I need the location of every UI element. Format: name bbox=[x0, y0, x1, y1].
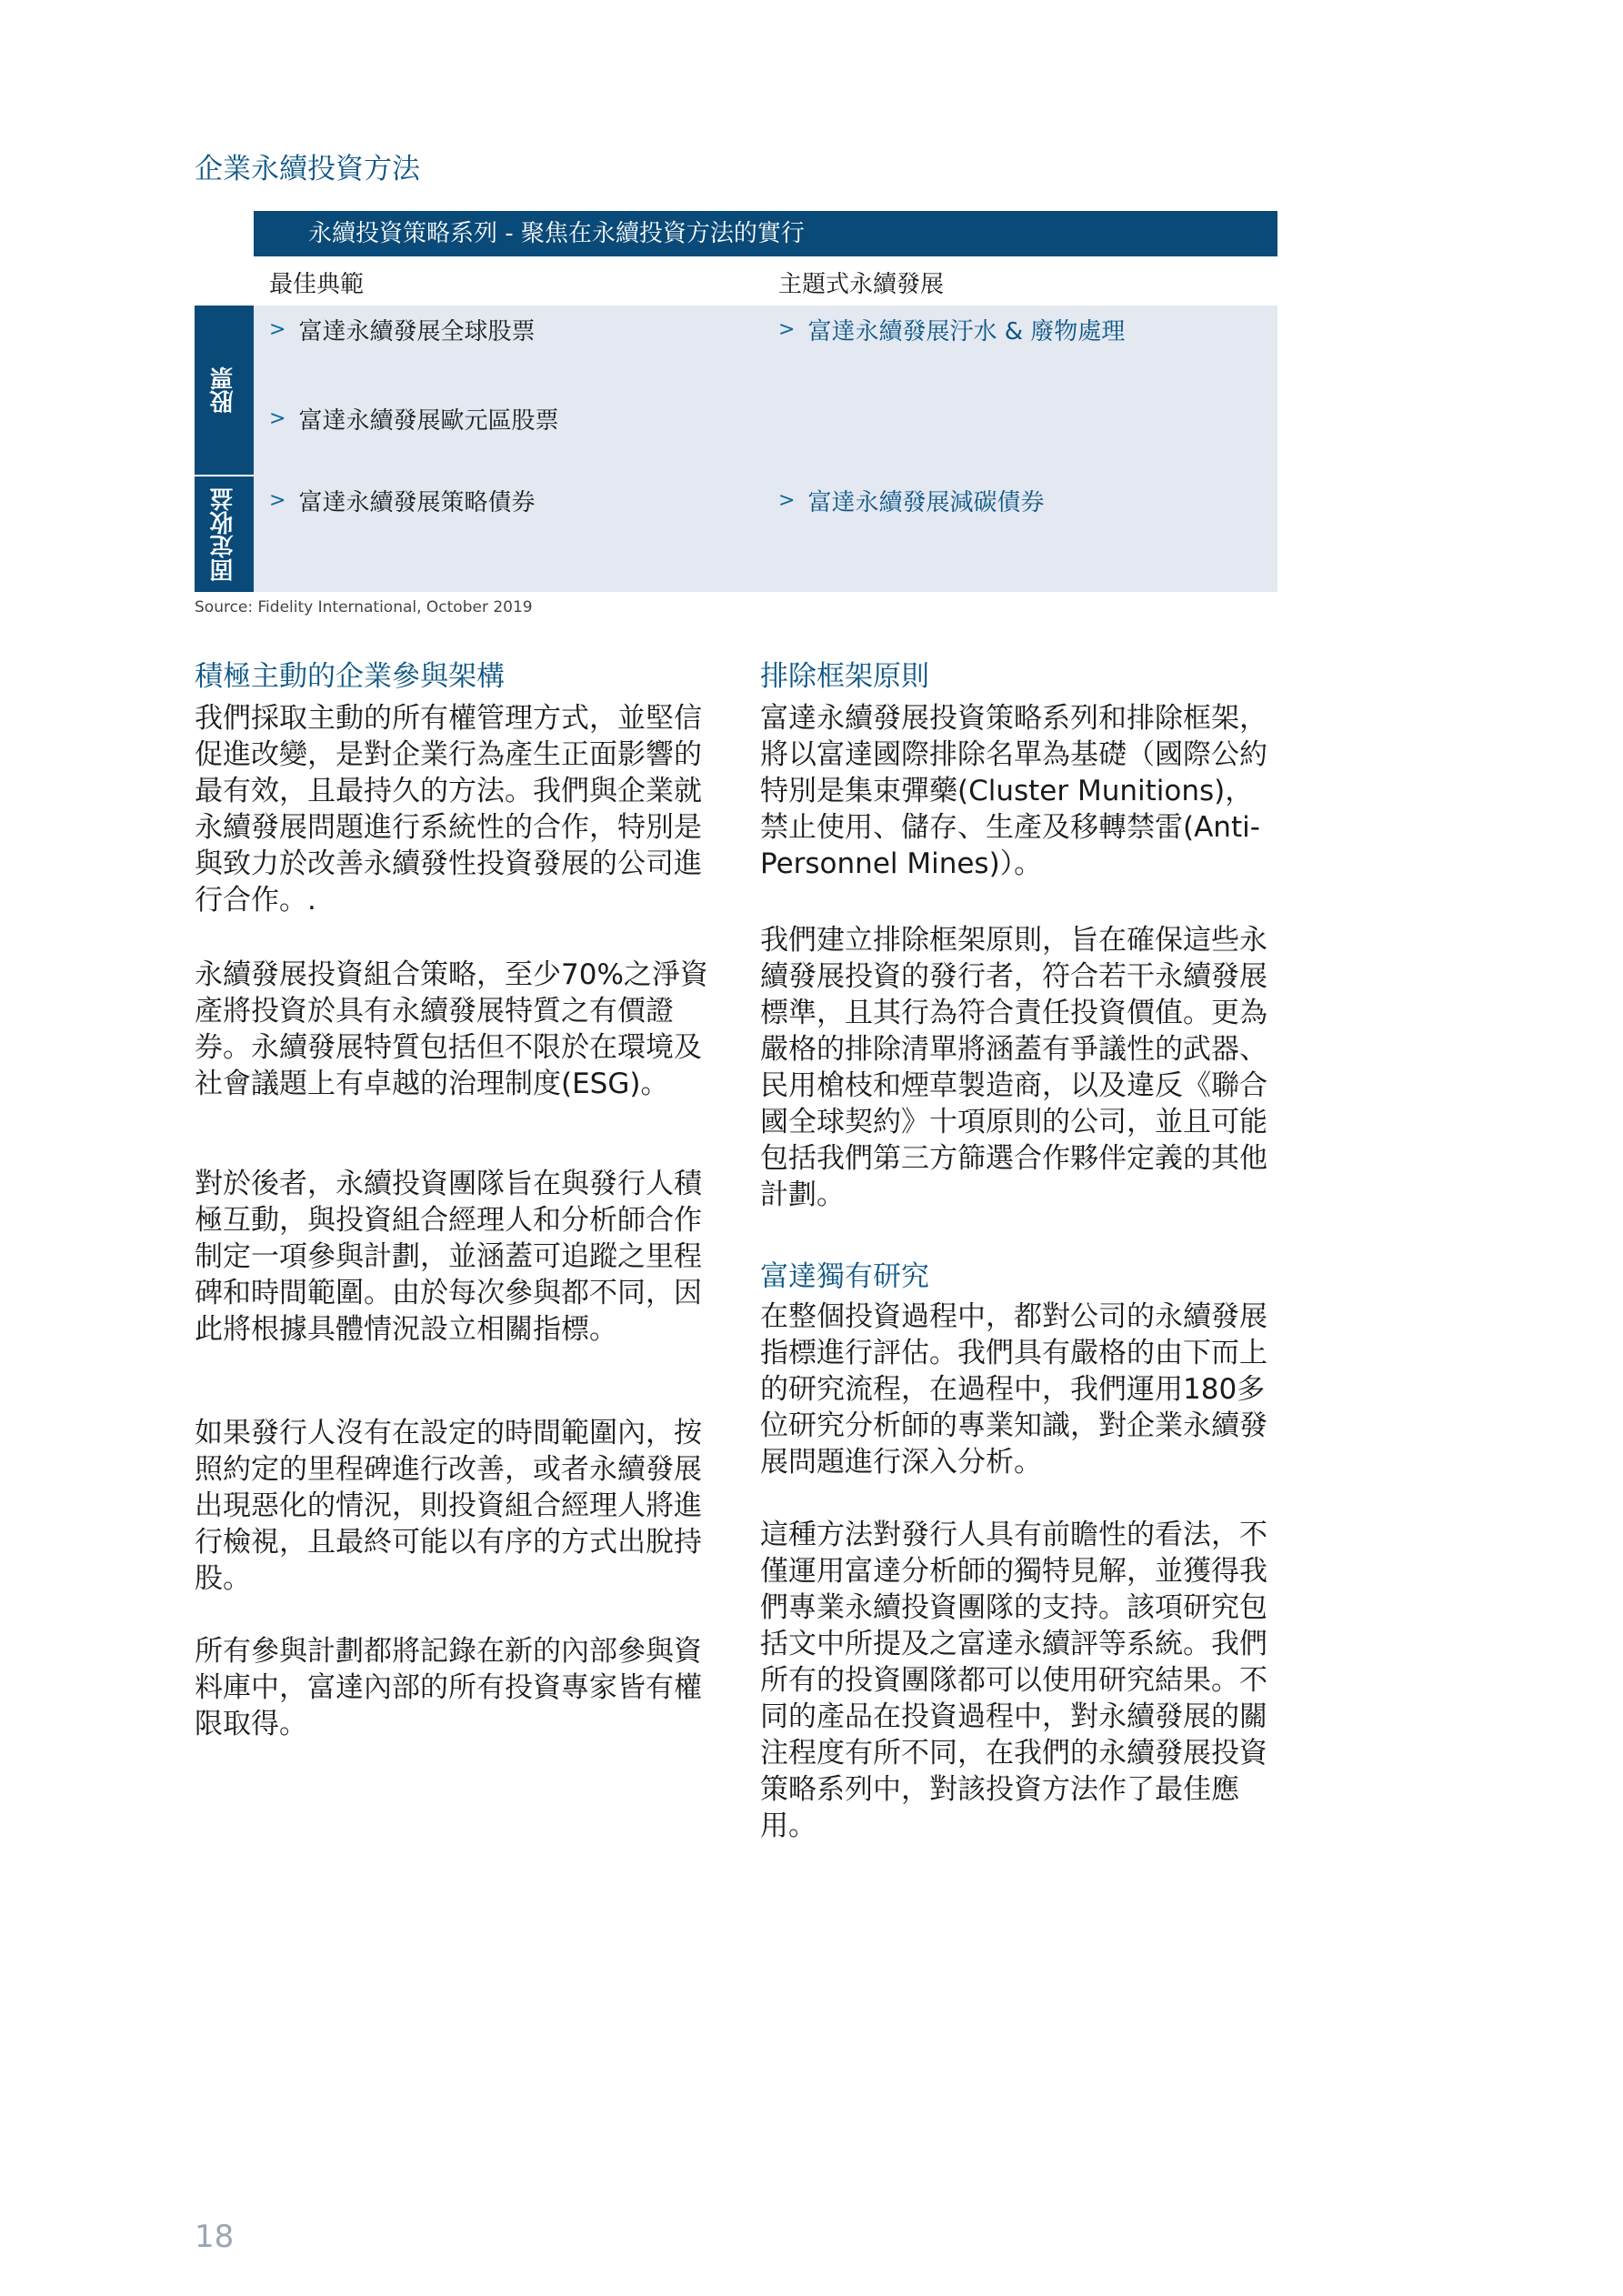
right-paragraph-4: 這種方法對發行人具有前瞻性的看法，不僅運用富達分析師的獨特見解，並獲得我們專業永續投資團隊的支持。該項研究包括文中所提及之富達永續評等系統。我們所有的投資團隊都可以使用研究結果。不同的產品在投資過程中，對永續發展的關注程度有所不同，在我們的永續發展投資策略系列中，對該投資方法作了最佳應用。 bbox=[760, 1519, 1267, 1842]
chevron-right-icon: > bbox=[778, 317, 796, 341]
fund-eq-best-2[interactable] bbox=[269, 400, 558, 436]
fund-name: 富達永續發展減碳債券 bbox=[807, 488, 1045, 516]
column-header-thematic: 主題式永續發展 bbox=[778, 271, 945, 298]
fund-eq-thematic-1[interactable] bbox=[778, 311, 1125, 347]
page-number: 18 bbox=[195, 2219, 235, 2255]
right-paragraph-2: 我們建立排除框架原則，旨在確保這些永續發展投資的發行者，符合若干永續發展標準，且其行為符合責任投資價值。更為嚴格的排除清單將涵蓋有爭議性的武器、民用槍枝和煙草製造商，以及違反《聯合國全球契約》十項原則的公司，並且可能包括我們第三方篩選合作夥伴定義的其他計劃。 bbox=[760, 924, 1267, 1211]
table-banner: 永續投資策略系列 - 聚焦在永續投資方法的實行 bbox=[254, 211, 1277, 256]
fund-fi-best-1[interactable] bbox=[269, 482, 535, 518]
right-paragraph-3: 在整個投資過程中，都對公司的永續發展指標進行評估。我們具有嚴格的由下而上的研究流程，在過程中，我們運用180多位研究分析師的專業知識，對企業永續發展問題進行深入分析。 bbox=[760, 1300, 1267, 1479]
right-paragraph-1: 富達永續發展投資策略系列和排除框架，將以富達國際排除名單為基礎（國際公約特別是集束彈藥(Cluster Munitions)，禁止使用、儲存、生產及移轉禁雷(Anti-Personnel Mines)）。 bbox=[760, 702, 1267, 880]
chevron-right-icon: > bbox=[269, 317, 286, 341]
row-label-fixed-income bbox=[195, 476, 254, 592]
left-paragraph-2: 永續發展投資組合策略，至少70%之淨資產將投資於具有永續發展特質之有價證券。永續發展特質包括但不限於在環境及社會議題上有卓越的治理制度(ESG)。 bbox=[195, 958, 708, 1100]
fund-fi-thematic-1[interactable] bbox=[778, 482, 1044, 518]
section-title: 企業永續投資方法 bbox=[195, 153, 420, 185]
left-paragraph-4: 如果發行人沒有在設定的時間範圍內，按照約定的里程碑進行改善，或者永續發展出現惡化的情況，則投資組合經理人將進行檢視，且最終可能以有序的方式出脫持股。 bbox=[195, 1417, 702, 1595]
table-body bbox=[254, 306, 1277, 592]
row-label-equity-text: 股票 bbox=[209, 366, 237, 414]
heading-exclusion: 排除框架原則 bbox=[760, 660, 929, 693]
chevron-right-icon: > bbox=[269, 488, 286, 512]
fund-name: 富達永續發展策略債券 bbox=[298, 488, 536, 516]
fund-name: 富達永續發展歐元區股票 bbox=[298, 406, 559, 435]
chevron-right-icon: > bbox=[778, 488, 796, 512]
heading-research: 富達獨有研究 bbox=[760, 1260, 929, 1293]
row-label-fixed-income-text: 固定收益 bbox=[209, 486, 237, 582]
left-paragraph-5: 所有參與計劃都將記錄在新的內部參與資料庫中，富達內部的所有投資專家皆有權限取得。 bbox=[195, 1635, 702, 1740]
fund-eq-best-1[interactable] bbox=[269, 311, 535, 347]
fund-name: 富達永續發展汙水 & 廢物處理 bbox=[807, 317, 1126, 346]
chevron-right-icon: > bbox=[269, 406, 286, 430]
left-paragraph-1: 我們採取主動的所有權管理方式，並堅信促進改變，是對企業行為產生正面影響的最有效，且最持久的方法。我們與企業就永續發展問題進行系統性的合作，特別是與致力於改善永續發性投資發展的公司進行合作。. bbox=[195, 702, 702, 917]
source-note: Source: Fidelity International, October 2019 bbox=[195, 598, 533, 617]
row-label-equity bbox=[195, 306, 254, 475]
column-header-best-practice: 最佳典範 bbox=[269, 271, 365, 298]
fund-name: 富達永續發展全球股票 bbox=[298, 317, 536, 346]
left-paragraph-3: 對於後者，永續投資團隊旨在與發行人積極互動，與投資組合經理人和分析師合作制定一項參與計劃，並涵蓋可追蹤之里程碑和時間範圍。由於每次參與都不同，因此將根據具體情況設立相關指標。 bbox=[195, 1168, 702, 1346]
heading-engagement: 積極主動的企業參與架構 bbox=[195, 660, 505, 693]
